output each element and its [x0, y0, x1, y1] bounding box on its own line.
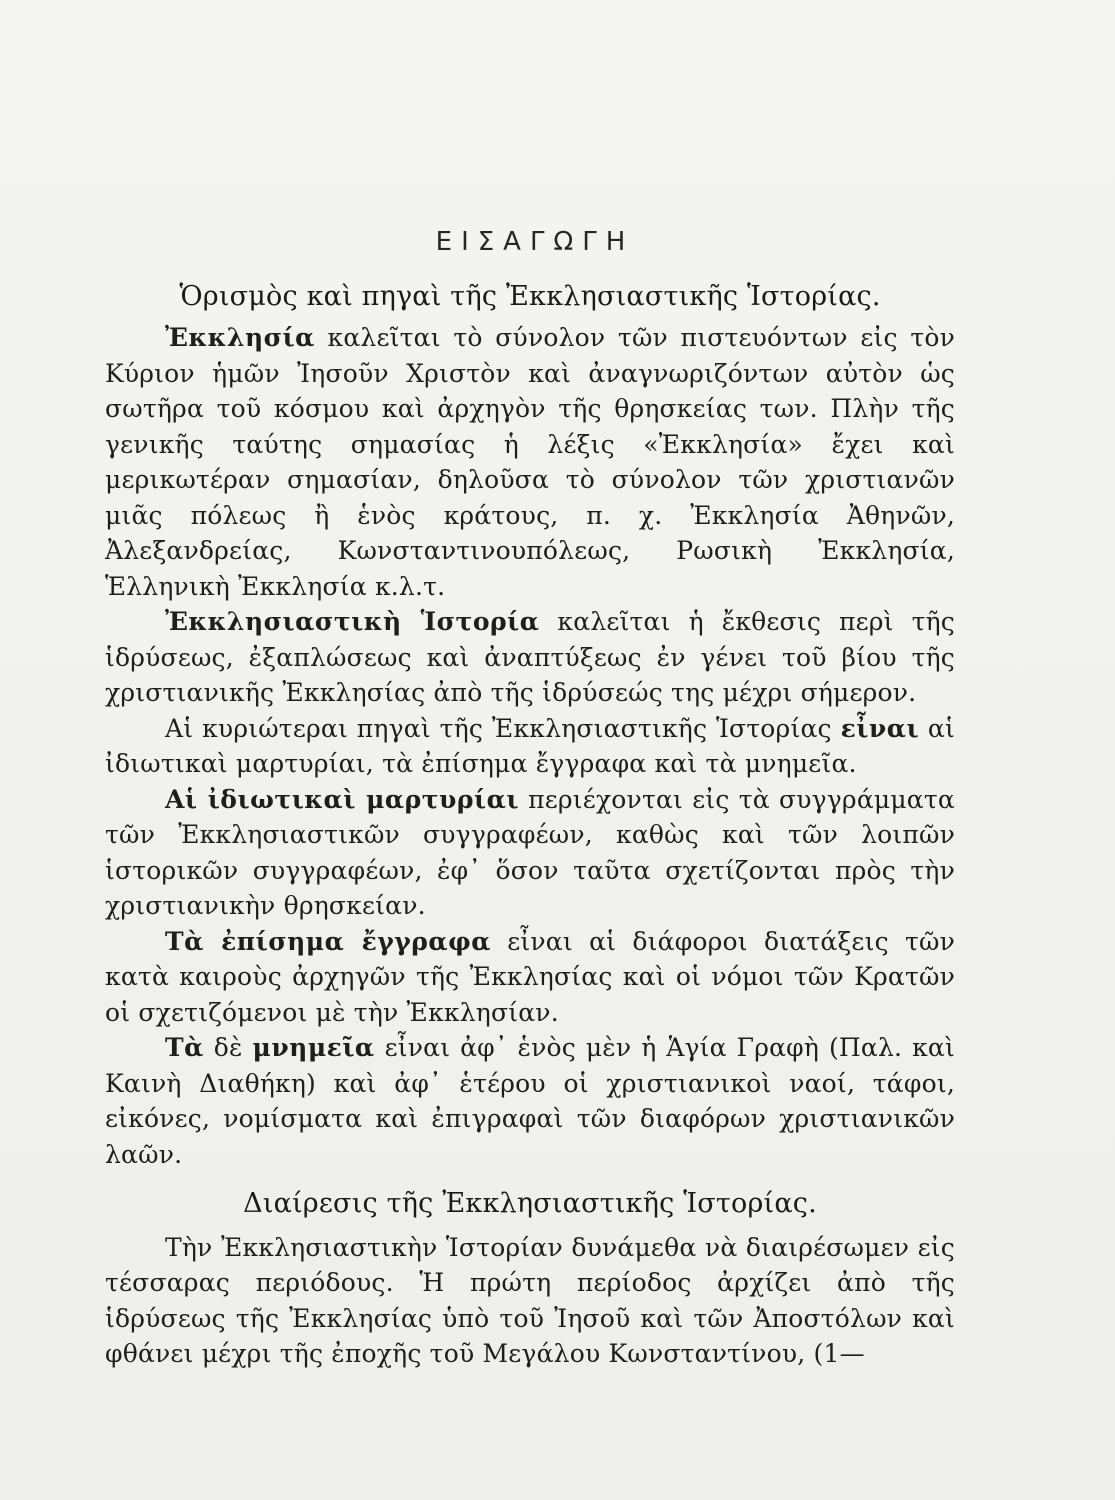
text-block [105, 225, 955, 1372]
term-monuments: μνημεῖα [252, 1033, 375, 1062]
term-private-testimonies: Αἱ ἰδιωτικαὶ μαρτυρίαι [165, 784, 519, 814]
paragraph-text: εἶναι αἱ διάφοροι διατάξεις τῶν κατὰ καιροὺς ἀρχηγῶν τῆς Ἐκκλησίας καὶ οἱ νόμοι τῶν Κρατῶν οἱ σχετιζόμενοι μὲ τὴν Ἐκκλησίαν. [105, 926, 955, 1027]
paragraph-church-definition [105, 320, 955, 604]
paragraph-text: αἱ ἰδιωτικαὶ μαρτυρίαι, τὰ ἐπίσημα ἔγγραφα καὶ τὰ μνημεῖα. [105, 713, 955, 778]
paragraph-main-sources [105, 711, 955, 782]
term-church-history: Ἐκκλησιαστικὴ Ἱστορία [165, 607, 540, 636]
chapter-title: ΕΙΣΑΓΩΓΗ [435, 227, 635, 257]
term-church: Ἐκκλησία [165, 323, 315, 352]
paragraph-text: δὲ [203, 1033, 253, 1062]
paragraph-official-documents [105, 924, 955, 1031]
paragraph-text: Τὴν Ἐκκλησιαστικὴν Ἱστορίαν δυνάμεθα νὰ διαιρέσωμεν εἰς τέσσαρας περιόδους. Ἡ πρώτη περίοδος ἀρχίζει ἀπὸ τῆς ἱδρύσεως τῆς Ἐκκλησίας ὑπὸ τοῦ Ἰησοῦ καὶ τῶν Ἀποστόλων καὶ φθάνει μέχρι τῆς ἐποχῆς τοῦ Μεγάλου Κωνσταντίνου, (1— [105, 1232, 955, 1368]
section-heading-definition-sources: Ὁρισμὸς καὶ πηγαὶ τῆς Ἐκκλησιαστικῆς Ἱστορίας. [179, 280, 881, 312]
paragraph-text: καλεῖται τὸ σύνολον τῶν πιστευόντων εἰς τὸν Κύριον ἡμῶν Ἰησοῦν Χριστὸν καὶ ἀναγνωριζόντων αὐτὸν ὡς σωτῆρα τοῦ κόσμου καὶ ἀρχηγὸν τῆς θρησκείας των. Πλὴν τῆς γενικῆς ταύτης σημασίας ἡ λέξις «Ἐκκλησία» ἔχει καὶ μερικωτέραν σημασίαν, δηλοῦσα τὸ σύνολον τῶν χριστιανῶν μιᾶς πόλεως ἢ ἑνὸς κράτους, π. χ. Ἐκκλησία Ἀθηνῶν, Ἀλεξανδρείας, Κωνσταντινουπόλεως, Ρωσικὴ Ἐκκλησία, Ἑλληνικὴ Ἐκκλησία κ.λ.τ. [105, 323, 955, 601]
paragraph-text: Αἱ κυριώτεραι πηγαὶ τῆς Ἐκκλησιαστικῆς Ἱστορίας [165, 713, 841, 743]
paragraph-private-testimonies [105, 782, 955, 924]
paragraph-periods [105, 1230, 955, 1372]
paragraph-text: εἶναι ἀφ᾽ ἑνὸς μὲν ἡ Ἁγία Γραφὴ (Παλ. καὶ Καινὴ Διαθήκη) καὶ ἀφ᾽ ἑτέρου οἱ χριστιανικοὶ ναοί, τάφοι, εἰκόνες, νομίσματα καὶ ἐπιγραφαὶ τῶν διαφόρων χριστιανικῶν λαῶν. [105, 1033, 955, 1169]
term-the: Τὰ [165, 1033, 204, 1062]
paragraph-monuments [105, 1030, 955, 1172]
term-official-documents: Τὰ ἐπίσημα ἔγγραφα [165, 926, 492, 956]
paragraph-church-history-definition [105, 604, 955, 711]
paragraph-text: περιέχονται εἰς τὰ συγγράμματα τῶν Ἐκκλησιαστικῶν συγγραφέων, καθὼς καὶ τῶν λοιπῶν ἱστορικῶν συγγραφέων, ἐφ᾽ ὅσον ταῦτα σχετίζονται πρὸς τὴν χριστιανικὴν θρησκείαν. [105, 784, 955, 920]
term-are: εἶναι [840, 713, 920, 743]
paragraph-text: καλεῖται ἡ ἔκθεσις περὶ τῆς ἱδρύσεως, ἐξαπλώσεως καὶ ἀναπτύξεως ἐν γένει τοῦ βίου τῆς χριστιανικῆς Ἐκκλησίας ἀπὸ τῆς ἱδρύσεώς της μέχρι σήμερον. [105, 607, 955, 707]
section-heading-division: Διαίρεσις τῆς Ἐκκλησιαστικῆς Ἱστορίας. [243, 1188, 817, 1219]
